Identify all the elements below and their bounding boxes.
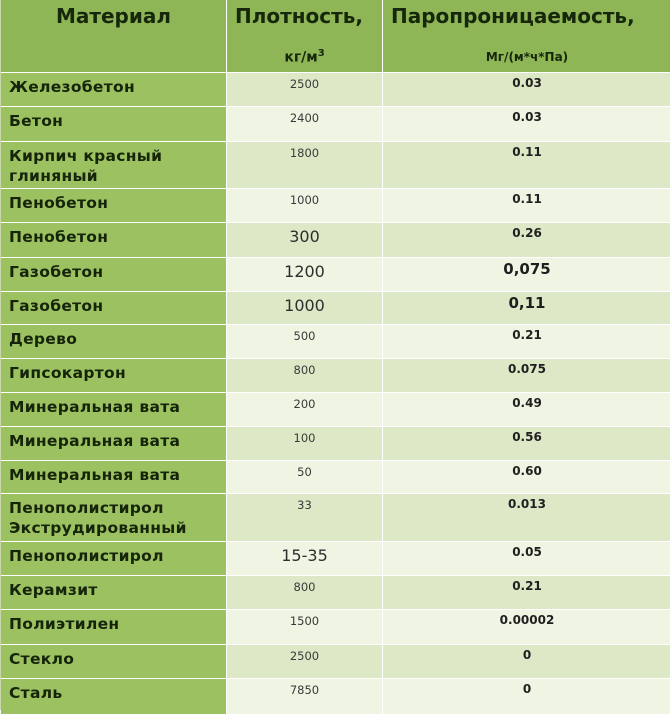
density-cell xyxy=(227,610,382,644)
permeability-cell xyxy=(383,645,670,678)
density-value: 500 xyxy=(293,329,316,343)
density-value: 800 xyxy=(293,363,316,377)
permeability-value: 0.60 xyxy=(512,464,542,478)
permeability-cell xyxy=(383,325,670,358)
material-name: Сталь xyxy=(9,684,63,702)
table-row xyxy=(1,493,670,541)
table-row xyxy=(1,188,670,222)
permeability-value: 0.26 xyxy=(512,226,542,240)
header-density-cell xyxy=(227,0,382,72)
material-name: Газобетон xyxy=(9,297,104,315)
material-cell xyxy=(1,576,226,609)
permeability-cell xyxy=(383,142,670,188)
material-name: Минеральная вата xyxy=(9,432,181,450)
density-value: 1500 xyxy=(289,614,320,628)
table-row xyxy=(1,575,670,609)
density-value: 7850 xyxy=(289,683,320,697)
permeability-value: 0.00002 xyxy=(499,613,555,627)
material-name: Железобетон xyxy=(9,78,135,96)
permeability-cell xyxy=(383,494,670,541)
table-row xyxy=(1,257,670,291)
density-value: 33 xyxy=(297,498,312,512)
material-cell xyxy=(1,292,226,324)
permeability-cell xyxy=(383,359,670,392)
permeability-value: 0 xyxy=(522,682,532,696)
material-name: Гипсокартон xyxy=(9,364,126,382)
material-cell xyxy=(1,359,226,392)
density-value: 1000 xyxy=(284,296,325,315)
permeability-value: 0.56 xyxy=(512,430,542,444)
permeability-cell xyxy=(383,679,670,714)
density-cell xyxy=(227,359,382,392)
density-value: 300 xyxy=(289,227,320,246)
header-permeability: Паропроницаемость, xyxy=(391,4,635,28)
density-cell xyxy=(227,292,382,324)
density-unit-text: кг/м xyxy=(284,49,318,66)
material-cell xyxy=(1,73,226,106)
density-cell xyxy=(227,73,382,106)
permeability-value: 0.21 xyxy=(512,579,542,593)
density-cell xyxy=(227,461,382,493)
material-cell xyxy=(1,107,226,141)
material-cell xyxy=(1,223,226,257)
density-cell xyxy=(227,142,382,188)
permeability-cell xyxy=(383,223,670,257)
permeability-cell xyxy=(383,576,670,609)
material-name: Газобетон xyxy=(9,263,104,281)
permeability-cell xyxy=(383,107,670,141)
table-row xyxy=(1,460,670,493)
density-value: 800 xyxy=(293,580,316,594)
material-cell xyxy=(1,393,226,426)
table-row xyxy=(1,644,670,678)
table-row xyxy=(1,141,670,188)
header-density: Плотность, xyxy=(235,4,363,28)
material-name: Полиэтилен xyxy=(9,615,120,633)
permeability-value: 0.11 xyxy=(512,192,542,206)
material-name: Стекло xyxy=(9,650,75,668)
permeability-cell xyxy=(383,542,670,575)
material-name: Кирпич красный глиняный xyxy=(9,147,163,185)
permeability-value: 0.21 xyxy=(512,328,542,342)
density-value: 100 xyxy=(293,431,316,445)
permeability-value: 0,11 xyxy=(508,294,546,312)
table-row xyxy=(1,106,670,141)
material-name: Пенобетон xyxy=(9,228,109,246)
material-name: Дерево xyxy=(9,330,78,348)
density-cell xyxy=(227,542,382,575)
density-value: 2500 xyxy=(289,649,320,663)
permeability-cell xyxy=(383,393,670,426)
density-value: 1800 xyxy=(289,146,320,160)
material-cell xyxy=(1,645,226,678)
density-cell xyxy=(227,325,382,358)
permeability-cell xyxy=(383,189,670,222)
permeability-value: 0.49 xyxy=(512,396,542,410)
permeability-value: 0.03 xyxy=(512,110,542,124)
density-value: 1200 xyxy=(284,262,325,281)
density-cell xyxy=(227,427,382,460)
material-cell xyxy=(1,325,226,358)
table-row xyxy=(1,392,670,426)
permeability-value: 0.013 xyxy=(508,497,546,511)
permeability-value: 0,075 xyxy=(503,260,551,278)
permeability-cell xyxy=(383,461,670,493)
permeability-value: 0.075 xyxy=(508,362,546,376)
density-value: 2500 xyxy=(289,77,320,91)
permeability-cell xyxy=(383,73,670,106)
density-cell xyxy=(227,393,382,426)
material-cell xyxy=(1,610,226,644)
table-body xyxy=(1,72,670,714)
permeability-value: 0.11 xyxy=(512,145,542,159)
table-row xyxy=(1,609,670,644)
density-unit-superscript: 3 xyxy=(317,48,325,59)
density-value: 50 xyxy=(297,465,312,479)
material-cell xyxy=(1,258,226,291)
material-name: Пенополистирол Экструдированный xyxy=(9,499,187,537)
material-cell xyxy=(1,679,226,714)
material-cell xyxy=(1,189,226,222)
permeability-cell xyxy=(383,427,670,460)
material-cell xyxy=(1,427,226,460)
material-cell xyxy=(1,142,226,188)
density-value: 2400 xyxy=(289,111,320,125)
permeability-value: 0.05 xyxy=(512,545,542,559)
material-name: Минеральная вата xyxy=(9,398,181,416)
header-density-unit xyxy=(227,48,382,66)
density-value: 1000 xyxy=(289,193,320,207)
table-row xyxy=(1,541,670,575)
table-row xyxy=(1,358,670,392)
density-value: 200 xyxy=(293,397,316,411)
density-cell xyxy=(227,494,382,541)
density-cell xyxy=(227,679,382,714)
material-name: Бетон xyxy=(9,112,64,130)
density-cell xyxy=(227,645,382,678)
table-row xyxy=(1,426,670,460)
material-cell xyxy=(1,461,226,493)
header-material-cell xyxy=(1,0,226,72)
permeability-value: 0 xyxy=(522,648,532,662)
permeability-value: 0.03 xyxy=(512,76,542,90)
table-row xyxy=(1,222,670,257)
permeability-cell xyxy=(383,610,670,644)
material-cell xyxy=(1,542,226,575)
permeability-cell xyxy=(383,292,670,324)
header-material: Материал xyxy=(55,4,172,28)
table-row xyxy=(1,678,670,714)
table-row xyxy=(1,72,670,106)
table-header xyxy=(1,0,670,72)
material-name: Пенополистирол xyxy=(9,547,164,565)
density-value: 15-35 xyxy=(281,546,328,565)
table-row xyxy=(1,324,670,358)
header-permeability-unit: Мг/(м*ч*Па) xyxy=(485,50,569,64)
material-cell xyxy=(1,494,226,541)
table-row xyxy=(1,291,670,324)
density-cell xyxy=(227,107,382,141)
density-cell xyxy=(227,223,382,257)
density-cell xyxy=(227,189,382,222)
density-cell xyxy=(227,576,382,609)
density-cell xyxy=(227,258,382,291)
header-permeability-cell xyxy=(383,0,670,72)
permeability-cell xyxy=(383,258,670,291)
material-name: Пенобетон xyxy=(9,194,109,212)
material-name: Минеральная вата xyxy=(9,466,181,484)
material-name: Керамзит xyxy=(9,581,98,599)
